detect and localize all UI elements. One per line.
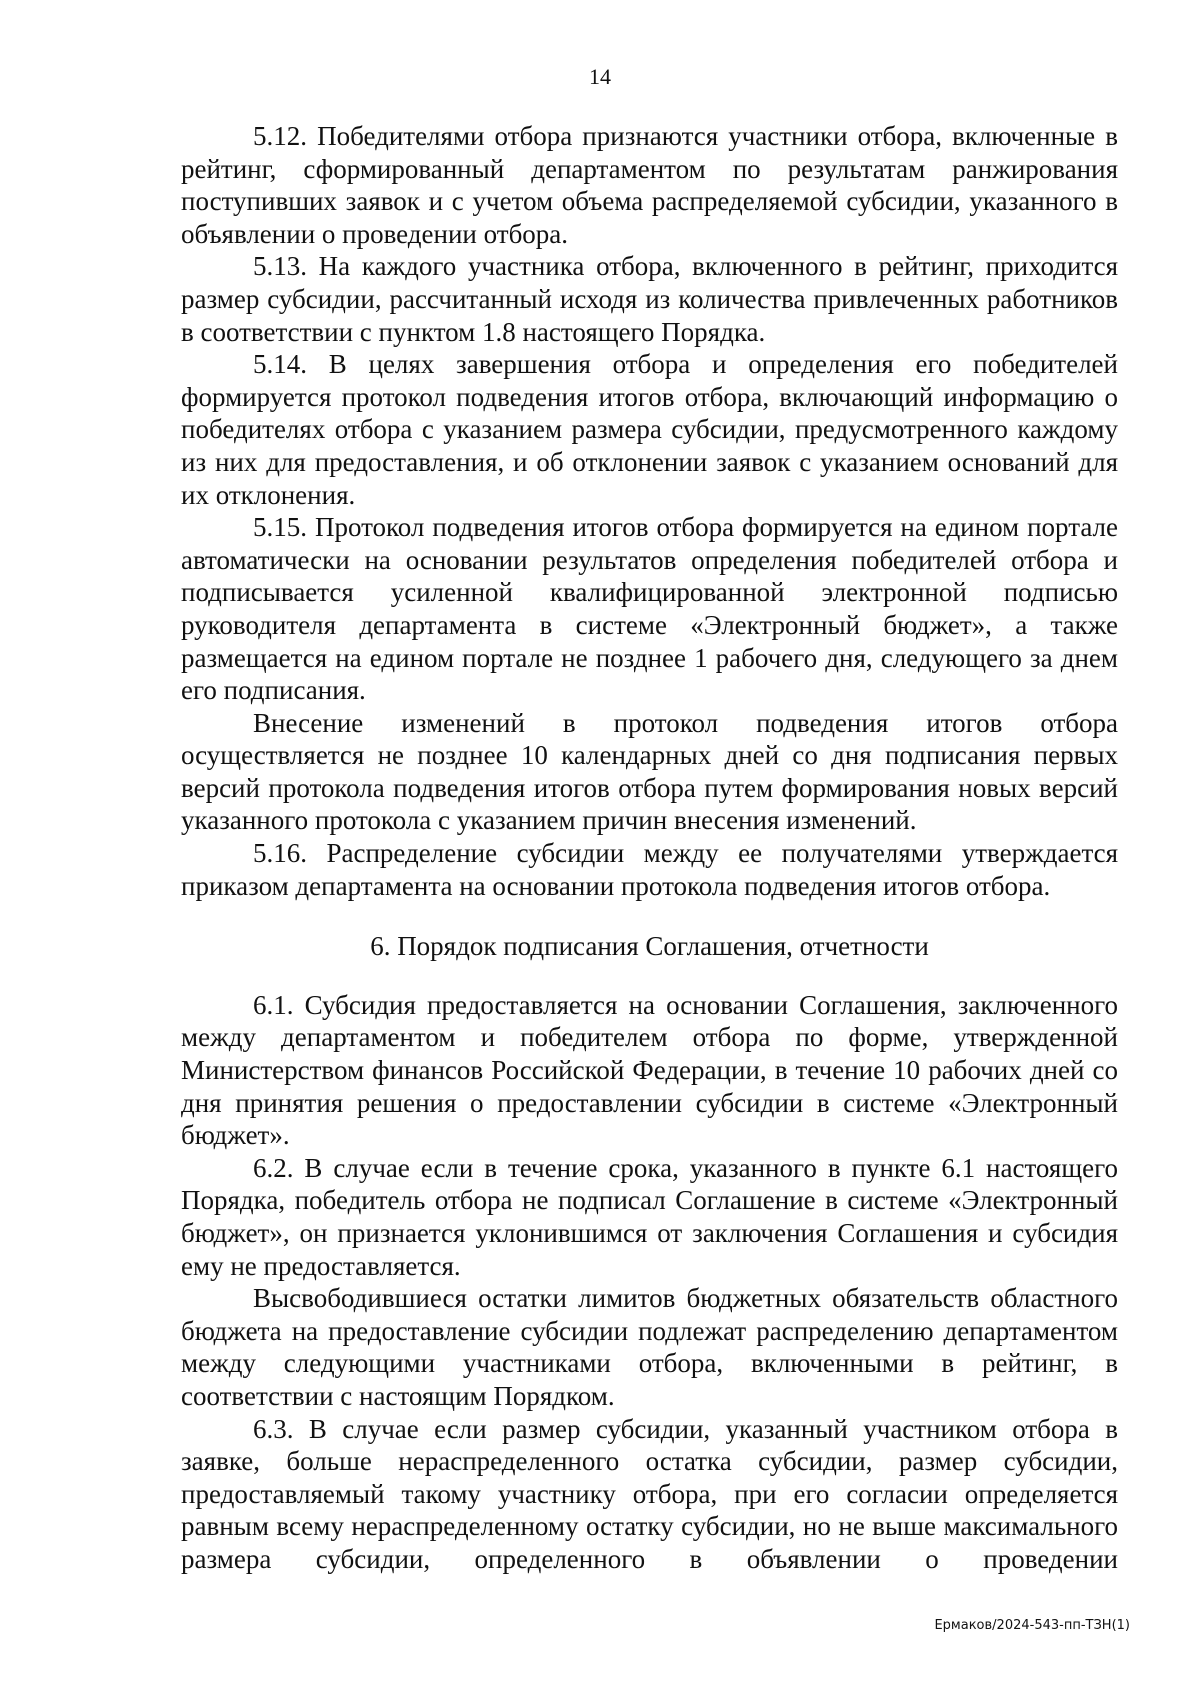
paragraph-6-1: 6.1. Субсидия предоставляется на основании Соглашения, заключенного между департаментом и победителем отбора по форме, утвержденной Министерством финансов Российской Федерации, в течение 10 рабочих дней со дня принятия решения о предоставлении субсидии в системе «Электронный бюджет». (181, 989, 1118, 1151)
paragraph-protocol-changes: Внесение изменений в протокол подведения итогов отбора осуществляется не позднее 10 календарных дней со дня подписания первых версий протокола подведения итогов отбора путем формирования новых версий указанного протокола с указанием причин внесения изменений. (181, 707, 1118, 836)
paragraph-5-15: 5.15. Протокол подведения итогов отбора формируется на едином портале автоматически на основании результатов определения победителей отбора и подписывается усиленной квалифицированной электронной подписью руководителя департамента в системе «Электронный бюджет», а также размещается на едином портале не позднее 1 рабочего дня, следующего за днем его подписания. (181, 512, 1118, 706)
paragraph-5-13: 5.13. На каждого участника отбора, включенного в рейтинг, приходится размер субсидии, рассчитанный исходя из количества привлеченных работников в соответствии с пунктом 1.8 настоящего Порядка. (181, 251, 1118, 347)
paragraph-6-3: 6.3. В случае если размер субсидии, указанный участником отбора в заявке, больше нераспределенного остатка субсидии, размер субсидии, предоставляемый такому участнику отбора, при его согласии определяется равным всему нераспределенному остатку субсидии, но не выше максимального размера субсидии, определенного в объявлении о проведении (181, 1413, 1118, 1574)
document-body (181, 120, 1118, 1576)
section-heading: 6. Порядок подписания Соглашения, отчетности (370, 931, 929, 962)
paragraph-5-14: 5.14. В целях завершения отбора и определения его победителей формируется протокол подведения итогов отбора, включающий информацию о победителях отбора с указанием размера субсидии, предусмотренного каждому из них для предоставления, и об отклонении заявок с указанием оснований для их отклонения. (181, 349, 1118, 510)
footer-document-code: Ермаков/2024-543-пп-ТЗН(1) (934, 1618, 1130, 1633)
paragraph-6-2: 6.2. В случае если в течение срока, указанного в пункте 6.1 настоящего Порядка, победитель отбора не подписал Соглашение в системе «Электронный бюджет», он признается уклонившимся от заключения Соглашения и субсидия ему не предоставляется. (181, 1152, 1118, 1281)
paragraph-freed-limits: Высвободившиеся остатки лимитов бюджетных обязательств областного бюджета на предоставление субсидии подлежат распределению департаментом между следующими участниками отбора, включенными в рейтинг, в соответствии с настоящим Порядком. (181, 1283, 1118, 1411)
paragraph-5-12: 5.12. Победителями отбора признаются участники отбора, включенные в рейтинг, сформированный департаментом по результатам ранжирования поступивших заявок и с учетом объема распределяемой субсидии, указанного в объявлении о проведении отбора. (181, 121, 1118, 249)
paragraph-5-16: 5.16. Распределение субсидии между ее получателями утверждается приказом департамента на основании протокола подведения итогов отбора. (181, 838, 1118, 901)
page-number: 14 (589, 64, 611, 89)
